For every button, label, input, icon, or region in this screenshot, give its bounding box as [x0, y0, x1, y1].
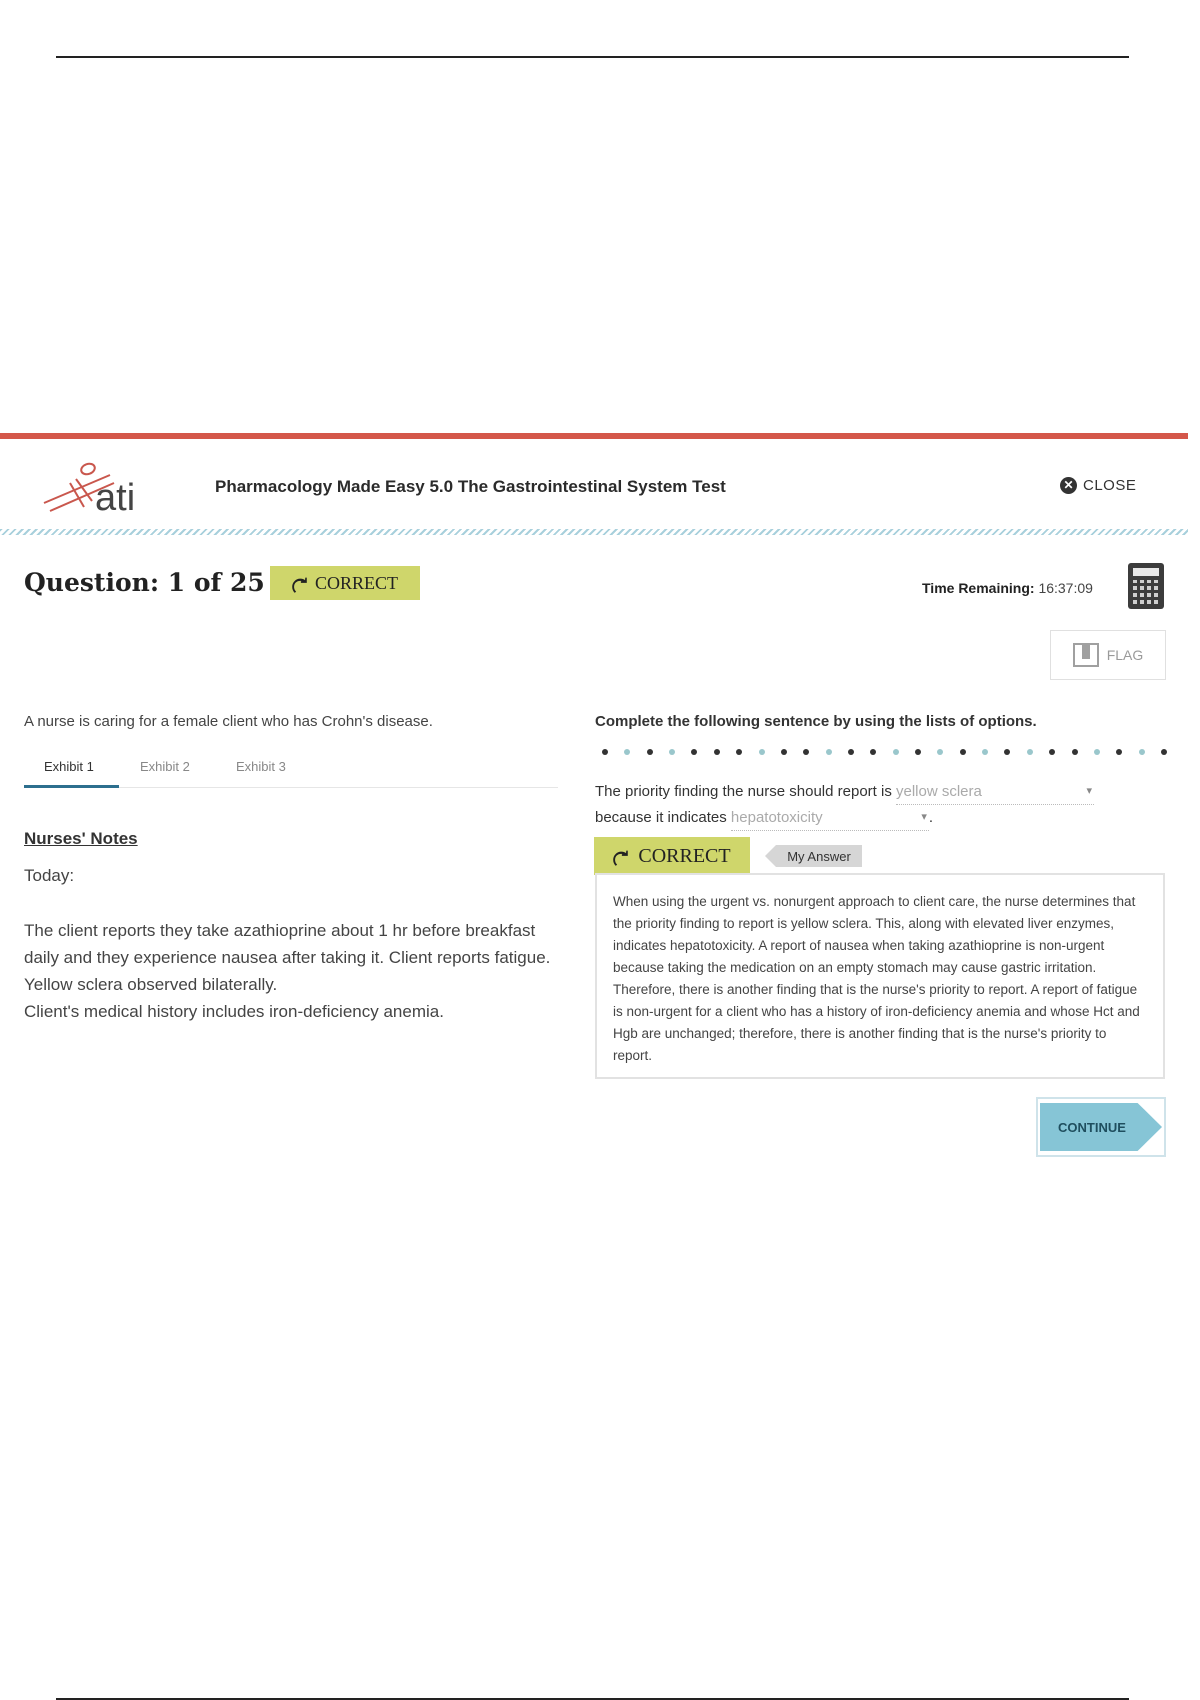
- dropdown-indication[interactable]: [731, 805, 929, 831]
- sentence-part-1: The priority finding the nurse should report is: [595, 783, 892, 800]
- page-top-rule: [56, 56, 1129, 58]
- notes-date: Today:: [24, 866, 75, 885]
- dropdown-indication-value: hepatotoxicity: [730, 809, 823, 826]
- tab-exhibit-1[interactable]: Exhibit 1: [44, 759, 94, 774]
- instruction: Complete the following sentence by using the lists of options.: [595, 713, 1037, 730]
- test-app: [0, 433, 1188, 1193]
- notes-heading: Nurses' Notes: [24, 829, 138, 848]
- flag-icon: [1073, 643, 1099, 667]
- test-title: Pharmacology Made Easy 5.0 The Gastrointestinal System Test: [215, 477, 726, 496]
- my-answer-button[interactable]: My Answer: [776, 845, 862, 867]
- answer-sentence: [595, 779, 1155, 831]
- curl-arrow-icon: ⤾: [291, 573, 307, 594]
- dropdown-caret-icon: ▾: [921, 811, 927, 823]
- calculator-screen: [1133, 568, 1159, 576]
- time-remaining: [922, 580, 1093, 596]
- tab-exhibit-2[interactable]: Exhibit 2: [140, 759, 190, 774]
- continue-button[interactable]: [1036, 1097, 1166, 1157]
- time-label: Time Remaining:: [922, 580, 1035, 596]
- result-badge-label: CORRECT: [638, 844, 731, 867]
- close-button[interactable]: [1060, 477, 1136, 494]
- rationale-box: When using the urgent vs. nonurgent approach to client care, the nurse determines that the priority finding to report is yellow sclera. This, along with elevated liver enzymes, indicates hepatotoxicity. A report of nausea when taking azathioprine is non-urgent because taking the medication on an empty stomach may cause gastric irritation. Therefore, there is another finding that is the nurse's priority to report. A report of fatigue is non-urgent for a client who has a history of iron-deficiency anemia and whose Hct and Hgb are unchanged; therefore, there is another finding that is the nurse's priority to report.: [595, 873, 1165, 1079]
- header: [0, 439, 1188, 529]
- result-badge: [594, 837, 750, 875]
- notes-text: The client reports they take azathioprine about 1 hr before breakfast daily and they experience nausea after taking it. Client reports fatigue. Yellow sclera observed bilaterally.: [24, 921, 551, 994]
- dropdown-caret-icon: ▾: [1086, 785, 1092, 797]
- header-divider: [0, 529, 1188, 535]
- notes-body: [24, 917, 564, 1025]
- status-badge: [270, 566, 420, 600]
- divider-dots: [602, 749, 1167, 755]
- dropdown-finding[interactable]: [896, 779, 1094, 805]
- active-tab-underline: [24, 785, 119, 788]
- close-icon: ✕: [1060, 477, 1077, 494]
- curl-arrow-icon: ⤾: [613, 846, 629, 867]
- tab-exhibit-3[interactable]: Exhibit 3: [236, 759, 286, 774]
- question-stem: A nurse is caring for a female client who has Crohn's disease.: [24, 713, 433, 730]
- close-label: CLOSE: [1083, 477, 1137, 494]
- time-value: 16:37:09: [1038, 580, 1093, 596]
- question-title: Question: 1 of 25: [24, 568, 265, 597]
- exhibit-tabs: [24, 747, 558, 788]
- flag-button[interactable]: [1050, 630, 1166, 680]
- calculator-keys: [1133, 580, 1159, 604]
- continue-label: CONTINUE: [1058, 1120, 1126, 1135]
- dropdown-finding-value: yellow sclera: [896, 783, 982, 800]
- ati-logo-icon: [40, 457, 160, 519]
- status-badge-label: CORRECT: [314, 572, 398, 593]
- notes-history: Client's medical history includes iron-deficiency anemia.: [24, 1002, 444, 1021]
- flag-label: FLAG: [1106, 647, 1144, 663]
- logo-text: ati: [95, 477, 136, 519]
- calculator-icon[interactable]: [1128, 563, 1164, 609]
- sentence-part-2: because it indicates: [595, 809, 727, 826]
- sentence-end: .: [928, 809, 934, 826]
